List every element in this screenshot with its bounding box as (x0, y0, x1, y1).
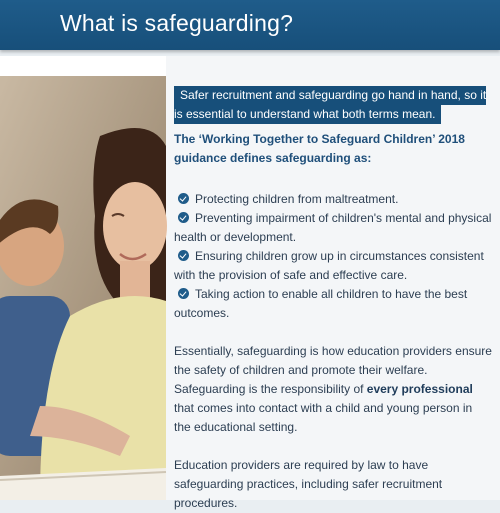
check-circle-icon (178, 250, 189, 261)
list-item: Preventing impairment of children's mental and physical health or development. (174, 211, 492, 244)
photo-teacher-and-child (0, 76, 166, 500)
essentially-paragraph: Essentially, safeguarding is how education providers ensure the safety of children and promote their welfare. Safeguarding is the responsibility of every professional that comes into contact with a child and young person in the educational setting. (174, 344, 492, 434)
legal-requirement-paragraph: Education providers are required by law to have safeguarding practices, including safer recruitment procedures. (174, 458, 443, 510)
guidance-subheading: The ‘Working Together to Safeguard Children’ 2018 guidance defines safeguarding as: (174, 132, 465, 165)
check-circle-icon (178, 288, 189, 299)
list-item: Protecting children from maltreatment. (174, 190, 492, 209)
header-bar (0, 0, 500, 50)
list-item: Ensuring children grow up in circumstances consistent with the provision of safe and effective care. (174, 249, 484, 282)
check-circle-icon (178, 212, 189, 223)
article-content (174, 86, 492, 513)
content-panel (0, 56, 500, 510)
emphasis-every-professional: every professional (366, 382, 473, 396)
photo-illustration (0, 76, 166, 500)
check-circle-icon (178, 193, 189, 204)
page-title: What is safeguarding? (60, 10, 294, 36)
list-item: Taking action to enable all children to have the best outcomes. (174, 287, 468, 320)
definition-list (174, 190, 492, 323)
intro-highlight: Safer recruitment and safeguarding go hand in hand, so it is essential to understand what both terms mean. (174, 86, 486, 124)
